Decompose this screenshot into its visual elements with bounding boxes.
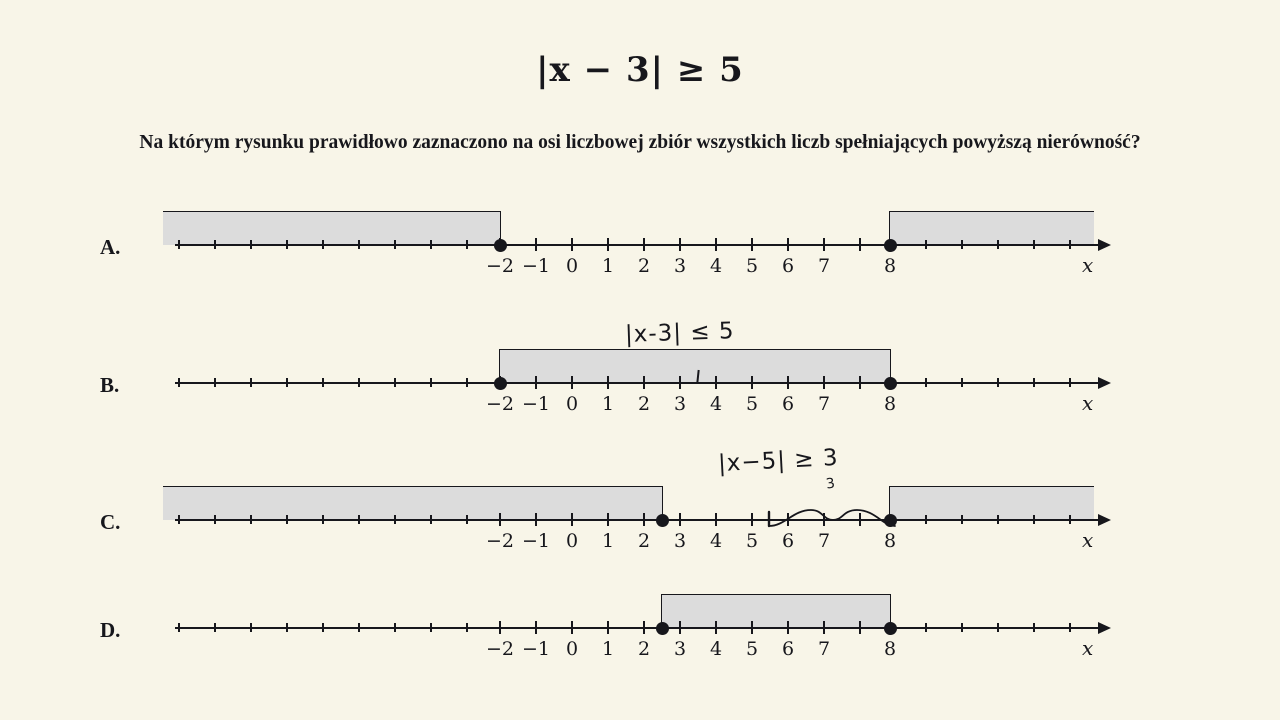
tick-label-c: 4 [709, 530, 723, 552]
tick-a [997, 240, 999, 249]
tick-label-a: 2 [637, 255, 651, 277]
tick-c [961, 515, 963, 524]
tick-label-d: −2 [485, 638, 514, 660]
tick-b-major [643, 376, 645, 389]
tick-b [322, 378, 324, 387]
tick-b-major [751, 376, 753, 389]
tick-c-major [607, 513, 609, 526]
handwritten-brace-c [765, 502, 905, 532]
tick-d [250, 623, 252, 632]
tick-b [214, 378, 216, 387]
tick-c [214, 515, 216, 524]
answer-label-c: C. [100, 510, 121, 534]
answer-label-a: A. [100, 235, 121, 259]
tick-d-major [715, 621, 717, 634]
main-formula [0, 50, 1280, 90]
tick-c-major [499, 513, 501, 526]
tick-label-b: 2 [637, 393, 651, 415]
tick-d-major [823, 621, 825, 634]
tick-b [466, 378, 468, 387]
tick-label-c: 2 [637, 530, 651, 552]
tick-c-major [571, 513, 573, 526]
tick-label-c: 3 [673, 530, 687, 552]
tick-c [286, 515, 288, 524]
endpoint-dot-b-right [884, 377, 897, 390]
tick-a [961, 240, 963, 249]
tick-b-major [679, 376, 681, 389]
tick-d-major [679, 621, 681, 634]
tick-b-major [607, 376, 609, 389]
tick-d [466, 623, 468, 632]
handwritten-annotation-b: |x-3| ≤ 5 [624, 318, 735, 348]
tick-label-c: 7 [817, 530, 831, 552]
tick-a [1033, 240, 1035, 249]
tick-d [1033, 623, 1035, 632]
tick-a-major [859, 238, 861, 251]
tick-label-d: 2 [637, 638, 651, 660]
answer-option-a[interactable] [0, 195, 1280, 325]
tick-d [178, 623, 180, 632]
tick-b-major [859, 376, 861, 389]
shaded-region-d [661, 594, 891, 628]
tick-a-major [823, 238, 825, 251]
shaded-region-c-left [163, 486, 663, 520]
tick-b [178, 378, 180, 387]
endpoint-dot-b-left [494, 377, 507, 390]
tick-label-a: 7 [817, 255, 831, 277]
tick-label-d: 7 [817, 638, 831, 660]
endpoint-dot-d-left [656, 622, 669, 635]
tick-label-a: 4 [709, 255, 723, 277]
axis-arrow-d [1098, 622, 1111, 634]
tick-a [250, 240, 252, 249]
tick-d-major [607, 621, 609, 634]
tick-label-a: 1 [601, 255, 615, 277]
tick-label-c: 0 [565, 530, 579, 552]
tick-label-b: 5 [745, 393, 759, 415]
tick-a-major [751, 238, 753, 251]
tick-c [1069, 515, 1071, 524]
number-line-a [175, 244, 1105, 246]
tick-label-c: 5 [745, 530, 759, 552]
tick-d-major [751, 621, 753, 634]
tick-c [925, 515, 927, 524]
tick-d [961, 623, 963, 632]
tick-label-b: 6 [781, 393, 795, 415]
tick-b [394, 378, 396, 387]
tick-b [358, 378, 360, 387]
tick-a [1069, 240, 1071, 249]
tick-label-b: 7 [817, 393, 831, 415]
endpoint-dot-c-left [656, 514, 669, 527]
tick-label-c: 1 [601, 530, 615, 552]
tick-label-c: 6 [781, 530, 795, 552]
tick-label-b: −1 [521, 393, 550, 415]
tick-b-major [535, 376, 537, 389]
tick-label-b: 8 [883, 393, 897, 415]
tick-a [286, 240, 288, 249]
tick-d [214, 623, 216, 632]
tick-d-major [571, 621, 573, 634]
tick-label-d: 1 [601, 638, 615, 660]
tick-a [394, 240, 396, 249]
endpoint-dot-d-right [884, 622, 897, 635]
tick-b [925, 378, 927, 387]
tick-c-major [751, 513, 753, 526]
tick-label-a: 5 [745, 255, 759, 277]
tick-c-major [679, 513, 681, 526]
tick-c-major [643, 513, 645, 526]
tick-d [286, 623, 288, 632]
tick-label-b: 3 [673, 393, 687, 415]
tick-label-c: −1 [521, 530, 550, 552]
tick-label-d: 8 [883, 638, 897, 660]
tick-b [1033, 378, 1035, 387]
tick-a [214, 240, 216, 249]
handwritten-annotation-c: |x−5| ≥ 3 [717, 444, 840, 478]
tick-label-d: 3 [673, 638, 687, 660]
tick-c [322, 515, 324, 524]
tick-a-major [535, 238, 537, 251]
tick-label-a: 3 [673, 255, 687, 277]
tick-d [430, 623, 432, 632]
tick-label-d: 6 [781, 638, 795, 660]
tick-d [394, 623, 396, 632]
tick-c [466, 515, 468, 524]
tick-a [430, 240, 432, 249]
tick-c [178, 515, 180, 524]
tick-a-major [607, 238, 609, 251]
tick-label-d: 4 [709, 638, 723, 660]
tick-a [925, 240, 927, 249]
tick-c-major [715, 513, 717, 526]
tick-label-c: 8 [883, 530, 897, 552]
tick-label-a: 8 [883, 255, 897, 277]
tick-label-a: 0 [565, 255, 579, 277]
tick-b-major [571, 376, 573, 389]
tick-c [358, 515, 360, 524]
tick-a [178, 240, 180, 249]
tick-label-a: −1 [521, 255, 550, 277]
axis-arrow-a [1098, 239, 1111, 251]
axis-arrow-c [1098, 514, 1111, 526]
shaded-region-a-right [889, 211, 1094, 245]
handwritten-annotation-c-extra: 3 [824, 475, 836, 493]
tick-d-major [859, 621, 861, 634]
number-line-b [175, 382, 1105, 384]
axis-variable-label-d: x [1082, 636, 1094, 660]
tick-d [925, 623, 927, 632]
axis-variable-label-b: x [1082, 391, 1094, 415]
tick-label-b: 4 [709, 393, 723, 415]
tick-b [961, 378, 963, 387]
tick-c [250, 515, 252, 524]
tick-a-major [787, 238, 789, 251]
shaded-region-c-right [889, 486, 1094, 520]
tick-a-major [643, 238, 645, 251]
tick-d-major [499, 621, 501, 634]
answer-option-d[interactable] [0, 578, 1280, 708]
tick-c [394, 515, 396, 524]
tick-label-d: 5 [745, 638, 759, 660]
formula-text: |x − 3| ≥ 5 [536, 50, 744, 90]
tick-b [430, 378, 432, 387]
tick-label-b: −2 [485, 393, 514, 415]
tick-d [358, 623, 360, 632]
tick-a-major [715, 238, 717, 251]
answer-label-d: D. [100, 618, 121, 642]
answer-label-b: B. [100, 373, 120, 397]
axis-variable-label-c: x [1082, 528, 1094, 552]
tick-b-major [715, 376, 717, 389]
tick-b-major [823, 376, 825, 389]
number-line-c [175, 519, 1105, 521]
tick-b [1069, 378, 1071, 387]
axis-variable-label-a: x [1082, 253, 1094, 277]
tick-b [286, 378, 288, 387]
endpoint-dot-a-right [884, 239, 897, 252]
tick-d-major [643, 621, 645, 634]
tick-label-a: −2 [485, 255, 514, 277]
tick-d-major [535, 621, 537, 634]
tick-c [1033, 515, 1035, 524]
tick-a [466, 240, 468, 249]
tick-label-c: −2 [485, 530, 514, 552]
tick-label-b: 1 [601, 393, 615, 415]
tick-a-major [679, 238, 681, 251]
tick-a [322, 240, 324, 249]
axis-arrow-b [1098, 377, 1111, 389]
tick-d [997, 623, 999, 632]
tick-a [358, 240, 360, 249]
answer-option-b[interactable] [0, 318, 1280, 463]
tick-label-a: 6 [781, 255, 795, 277]
tick-b [997, 378, 999, 387]
tick-a-major [571, 238, 573, 251]
tick-label-d: 0 [565, 638, 579, 660]
question-text: Na którym rysunku prawidłowo zaznaczono na osi liczbowej zbiór wszystkich liczb spełniających powyższą nierówność? [139, 132, 1141, 153]
endpoint-dot-a-left [494, 239, 507, 252]
tick-b-major [787, 376, 789, 389]
tick-d-major [787, 621, 789, 634]
tick-d [322, 623, 324, 632]
tick-c [430, 515, 432, 524]
tick-c [997, 515, 999, 524]
tick-b [250, 378, 252, 387]
tick-label-b: 0 [565, 393, 579, 415]
shaded-region-b [499, 349, 891, 383]
tick-label-d: −1 [521, 638, 550, 660]
number-line-d [175, 627, 1105, 629]
tick-c-major [535, 513, 537, 526]
tick-d [1069, 623, 1071, 632]
